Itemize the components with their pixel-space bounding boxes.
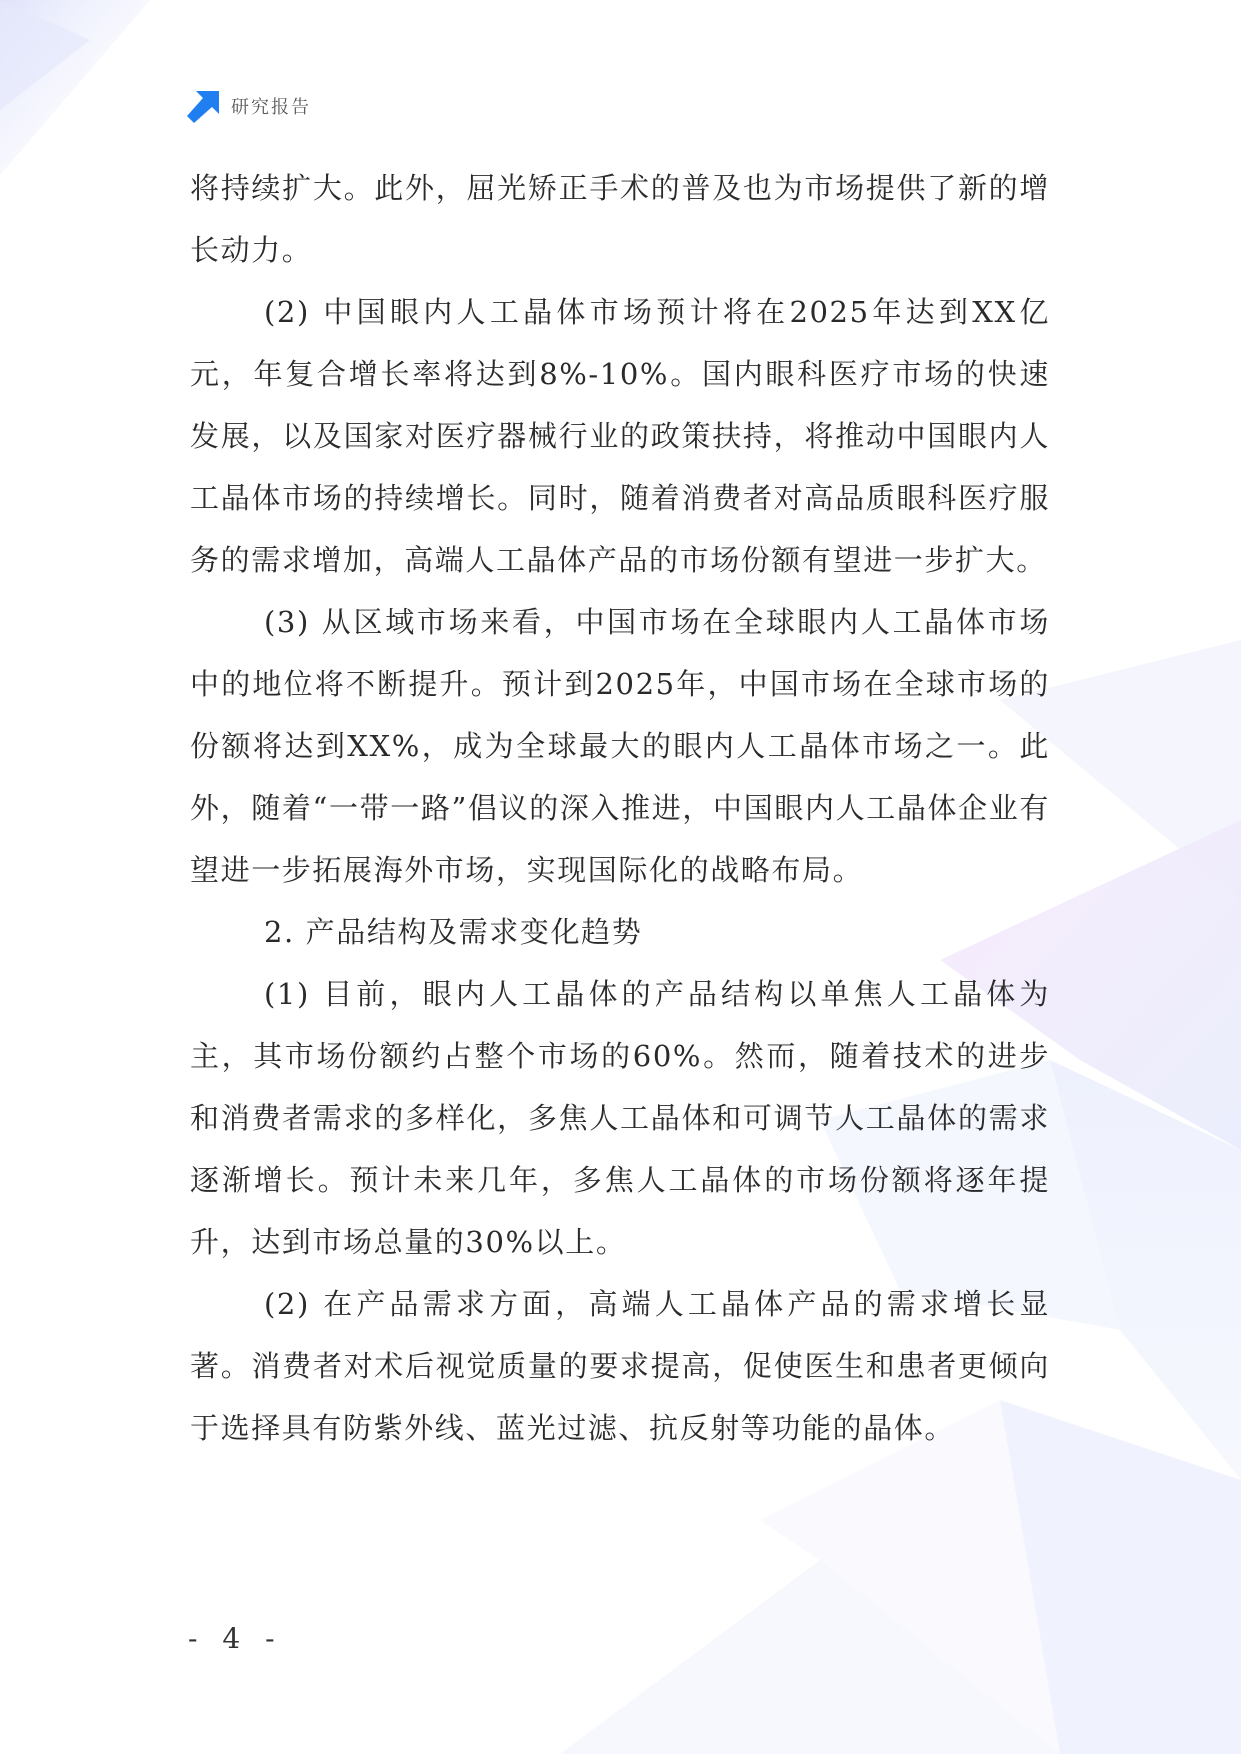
paragraph-2: (2) 中国眼内人工晶体市场预计将在2025年达到XX亿元，年复合增长率将达到8%-10%。国内眼科医疗市场的快速发展，以及国家对医疗器械行业的政策扶持，将推动中国眼内人工晶体市场的持续增长。同时，随着消费者对高品质眼科医疗服务的需求增加，高端人工晶体产品的市场份额有望进一步扩大。 [190,295,1050,577]
paragraph-product-1: (1) 目前，眼内人工晶体的产品结构以单焦人工晶体为主，其市场份额约占整个市场的60%。然而，随着技术的进步和消费者需求的多样化，多焦人工晶体和可调节人工晶体的需求逐渐增长。预计未来几年，多焦人工晶体的市场份额将逐年提升，达到市场总量的30%以上。 [190,977,1050,1259]
header-title: 研究报告 [231,97,311,118]
report-header [187,88,311,124]
paragraph-continuation: 将持续扩大。此外，屈光矫正手术的普及也为市场提供了新的增长动力。 [190,171,1050,267]
arrow-up-right-icon [187,89,221,123]
paragraph-product-2: (2) 在产品需求方面，高端人工晶体产品的需求增长显著。消费者对术后视觉质量的要求提高，促使医生和患者更倾向于选择具有防紫外线、蓝光过滤、抗反射等功能的晶体。 [190,1287,1050,1445]
section-heading: 2. 产品结构及需求变化趋势 [264,915,643,949]
page-number: - 4 - [188,1622,283,1655]
paragraph-3: (3) 从区域市场来看，中国市场在全球眼内人工晶体市场中的地位将不断提升。预计到2025年，中国市场在全球市场的份额将达到XX%，成为全球最大的眼内人工晶体市场之一。此外，随着“一带一路”倡议的深入推进，中国眼内人工晶体企业有望进一步拓展海外市场，实现国际化的战略布局。 [190,605,1050,887]
document-body [190,157,1050,1459]
